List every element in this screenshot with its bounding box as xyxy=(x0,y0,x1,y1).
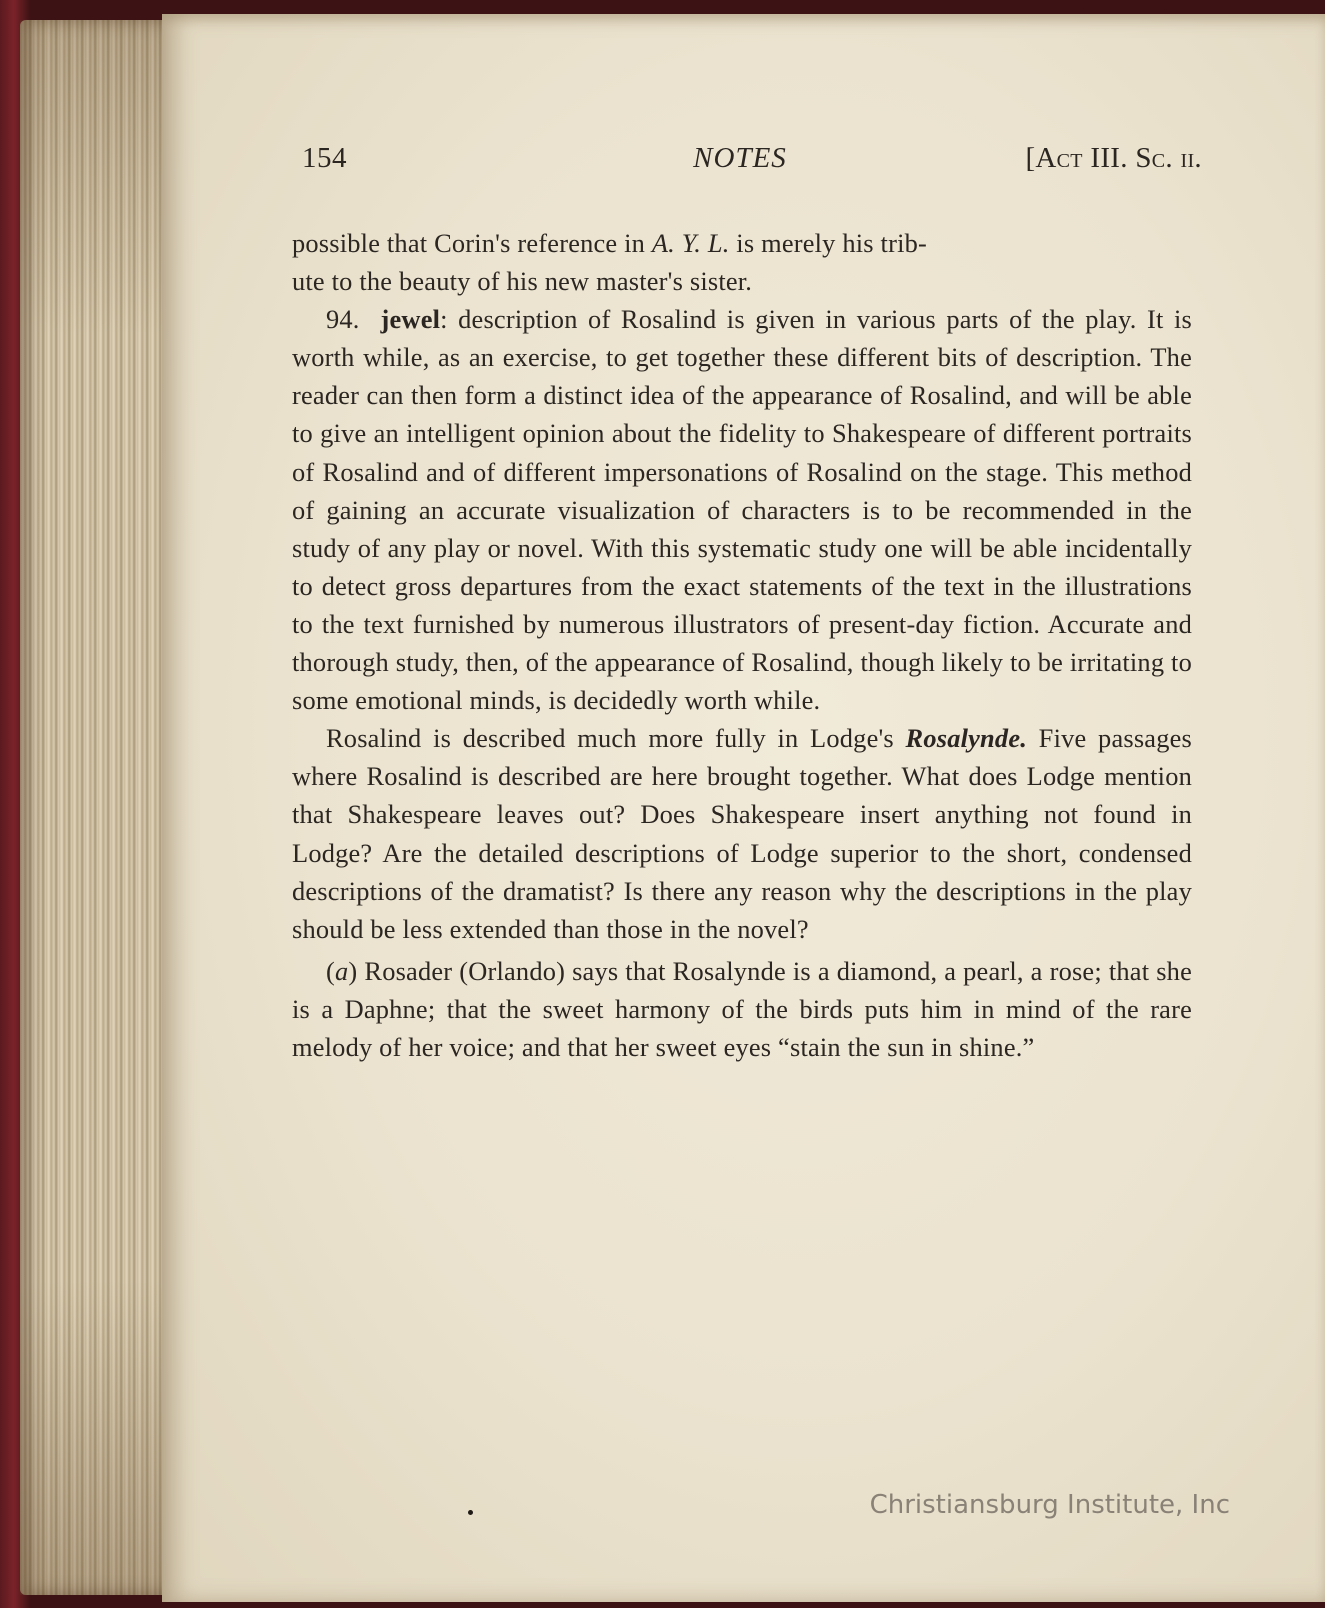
paragraph-text: ute to the beauty of his new master's sister. xyxy=(292,266,753,297)
paren-close: ) xyxy=(348,955,358,986)
paragraph-text: Rosalind is described much more fully in Lodge's xyxy=(326,723,906,754)
act-scene-label: [Act III. Sc. ii. xyxy=(1025,142,1202,174)
paragraph-continuation xyxy=(292,224,1192,300)
ink-speck xyxy=(468,1510,473,1515)
page-header xyxy=(302,142,1202,182)
paragraph-lodge xyxy=(292,719,1192,948)
paragraph-text: Rosader (Orlando) says that Rosalynde is a diamond, a pearl, a rose; that she is a Daphne; that the sweet harmony of the birds puts him in mind of the rare melody of her voice; and that her sweet eyes “stain the sun in shine.” xyxy=(292,955,1192,1062)
page-body xyxy=(292,224,1192,1066)
note-text: : description of Rosalind is given in various parts of the play. It is worth while, as an exercise, to get together these different bits of description. The reader can then form a distinct idea of the appearance of Rosalind, and will be able to give an intelligent opinion about the fidelity to Shakespeare of different portraits of Rosalind and of different impersonations of Rosalind on the stage. This method of gaining an accurate visualization of characters is to be recommended in the study of any play or novel. With this systematic study one will be able incidentally to detect gross departures from the exact statements of the text in the illustrations to the text furnished by numerous illustrators of present-day fiction. Accurate and thorough study, then, of the appearance of Rosalind, though likely to be irritating to some emotional minds, is decidedly worth while. xyxy=(292,304,1192,716)
book-page xyxy=(162,14,1325,1602)
note-term: jewel xyxy=(380,304,441,335)
note-number: 94. xyxy=(326,304,360,335)
italic-title-rosalynde: Rosalynde. xyxy=(905,723,1028,754)
italic-title-ayl: A. Y. L. xyxy=(651,228,730,258)
paragraph-text: is merely his trib- xyxy=(729,228,927,258)
paragraph-text: possible that Corin's reference in xyxy=(292,228,652,258)
page-number: 154 xyxy=(302,142,347,174)
running-title: NOTES xyxy=(693,142,787,174)
paragraph-text: Five passages where Rosalind is described are here brought together. What does Lodge mention that Shakespeare leaves out? Does Shakespeare insert anything not found in Lodge? Are the detailed descriptions of Lodge superior to the short, condensed descriptions of the dramatist? Is there any reason why the descriptions in the play should be less extended than those in the novel? xyxy=(292,723,1192,944)
watermark: Christiansburg Institute, Inc xyxy=(869,1490,1230,1520)
paragraph-a xyxy=(292,952,1192,1066)
book-page-edges xyxy=(20,20,175,1595)
note-94 xyxy=(292,300,1192,719)
item-letter: a xyxy=(335,955,349,986)
paren-open: ( xyxy=(326,955,335,986)
